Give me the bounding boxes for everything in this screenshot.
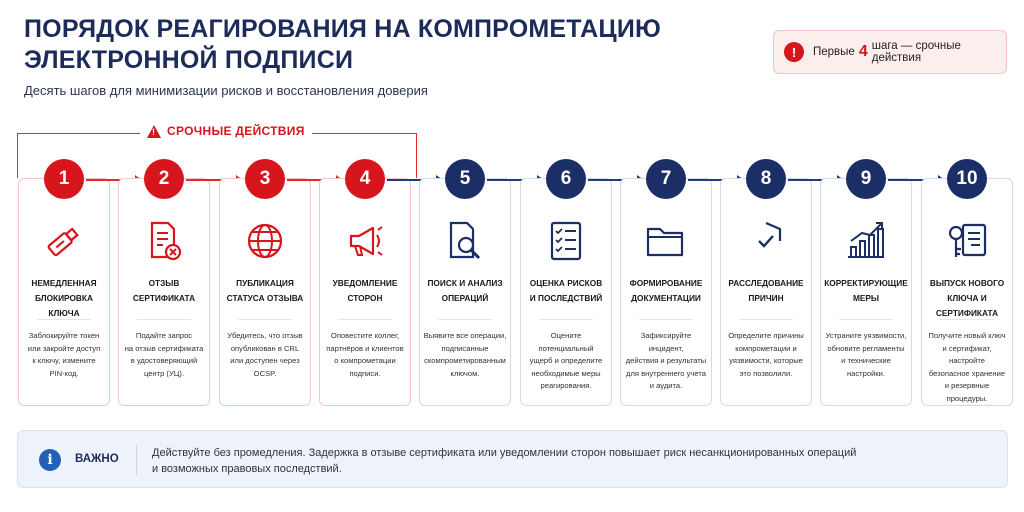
important-note xyxy=(17,430,1008,488)
step-desc-line-3: или доступен через xyxy=(230,356,300,365)
step-desc-line-4: центр (УЦ). xyxy=(143,368,185,378)
step-title xyxy=(222,276,308,306)
step-desc-line-4: и аудита. xyxy=(649,381,683,390)
step-divider xyxy=(37,319,91,320)
step-title xyxy=(322,276,408,306)
step-desc-line-2: партнёров и клиентов xyxy=(326,343,404,353)
step-divider xyxy=(739,319,793,320)
step-description xyxy=(323,330,407,380)
step-description xyxy=(925,330,1009,405)
step-desc-line-4: OCSP. xyxy=(253,368,277,378)
step-desc-line-4: это позволили. xyxy=(739,368,793,378)
step-card-7 xyxy=(620,178,712,406)
step-divider xyxy=(539,319,593,320)
note-text xyxy=(152,445,872,477)
step-desc-line-4: подписи. xyxy=(349,368,381,378)
step-desc-line-1: Оцените потенциальный xyxy=(538,331,594,353)
step-card-5 xyxy=(419,178,511,406)
step-title-line-1: НЕМЕДЛЕННАЯ xyxy=(31,278,97,288)
note-line-2: и возможных правовых последствий. xyxy=(152,463,342,475)
checklist-icon xyxy=(544,219,588,263)
step-title xyxy=(21,276,107,321)
step-desc-line-3: необходимые меры xyxy=(531,368,601,378)
step-desc-line-1: Подайте запрос xyxy=(135,331,193,340)
document-search-icon xyxy=(443,219,487,263)
step-title-line-2: СЕРТИФИКАТА xyxy=(132,293,196,303)
badge-prefix: Первые xyxy=(813,46,855,58)
key-certificate-icon xyxy=(945,219,989,263)
badge-number: 4 xyxy=(858,43,868,60)
step-desc-line-2: компрометации и xyxy=(735,343,797,353)
folder-icon xyxy=(644,219,688,263)
step-desc-line-3: и технические xyxy=(841,356,891,365)
step-title-line-2: ОПЕРАЦИЙ xyxy=(441,293,489,303)
step-description xyxy=(122,330,206,380)
step-title-line-1: ВЫПУСК НОВОГО xyxy=(929,278,1005,288)
step-desc-line-1: Заблокируйте токен xyxy=(28,331,100,340)
step-desc-line-2: подписанные xyxy=(441,343,489,353)
step-divider xyxy=(438,319,492,320)
step-desc-line-3: к ключу, измените xyxy=(32,356,96,365)
urgent-label-text: СРОЧНЫЕ ДЕЙСТВИЯ xyxy=(167,124,305,138)
step-desc-line-3: уязвимости, которые xyxy=(729,356,803,365)
step-title-line-1: КОРРЕКТИРУЮЩИЕ xyxy=(824,278,908,288)
step-description xyxy=(223,330,307,380)
step-card-3 xyxy=(219,178,311,406)
step-description xyxy=(524,330,608,393)
step-desc-line-1: Определите причины xyxy=(728,331,804,340)
step-description xyxy=(22,330,106,380)
step-desc-line-4: реагирования. xyxy=(540,381,592,390)
step-description xyxy=(624,330,708,393)
globe-icon xyxy=(243,219,287,263)
step-number-4: 4 xyxy=(345,159,385,199)
megaphone-icon xyxy=(343,219,387,263)
step-desc-line-1: Зафиксируйте инцидент, xyxy=(640,331,692,353)
step-title-line-2: СТАТУСА ОТЗЫВА xyxy=(226,293,304,303)
step-divider xyxy=(940,319,994,320)
step-desc-line-3: в удостоверяющий xyxy=(130,356,198,365)
step-title xyxy=(924,276,1010,321)
usb-key-icon xyxy=(42,219,86,263)
step-title-line-2: СТОРОН xyxy=(347,293,383,303)
step-divider xyxy=(137,319,191,320)
step-desc-line-3: для внутреннего учета xyxy=(626,368,706,378)
step-desc-line-1: Устраните уязвимости, xyxy=(825,331,907,340)
step-description xyxy=(423,330,507,380)
step-title xyxy=(422,276,508,306)
step-title-line-2: КЛЮЧА И СЕРТИФИКАТА xyxy=(935,293,999,318)
exclamation-icon: ! xyxy=(784,42,804,62)
title-line-2: ЭЛЕКТРОННОЙ ПОДПИСИ xyxy=(24,46,354,74)
step-desc-line-3: о компрометации xyxy=(334,356,396,365)
step-title-line-1: РАССЛЕДОВАНИЕ xyxy=(728,278,804,288)
step-desc-line-2: действия и результаты xyxy=(625,356,707,365)
step-card-4 xyxy=(319,178,411,406)
step-divider xyxy=(839,319,893,320)
step-title-line-1: ОЦЕНКА РИСКОВ xyxy=(529,278,603,288)
revoke-document-icon xyxy=(142,219,186,263)
page-subtitle: Десять шагов для минимизации рисков и восстановления доверия xyxy=(24,83,428,98)
step-number-6: 6 xyxy=(546,159,586,199)
note-line-1: Действуйте без промедления. Задержка в отзыве сертификата или уведомлении сторон повышает риск несанкционированных операций xyxy=(152,447,857,459)
step-desc-line-2: ущерб и определите xyxy=(529,356,603,365)
step-desc-line-4: настройки. xyxy=(846,368,886,378)
urgent-steps-badge xyxy=(773,30,1007,74)
step-desc-line-1: Оповестите коллег, xyxy=(330,331,400,340)
growth-chart-icon xyxy=(844,219,888,263)
step-card-10 xyxy=(921,178,1013,406)
step-desc-line-2: и сертификат, настройте xyxy=(942,343,992,365)
step-desc-line-1: Получите новый ключ xyxy=(928,331,1006,340)
step-number-7: 7 xyxy=(646,159,686,199)
step-description xyxy=(824,330,908,380)
step-title xyxy=(723,276,809,306)
step-title-line-2: ПРИЧИН xyxy=(748,293,784,303)
step-desc-line-2: на отзыв сертификата xyxy=(124,343,204,353)
step-number-1: 1 xyxy=(44,159,84,199)
step-card-2 xyxy=(118,178,210,406)
step-desc-line-1: Выявите все операции, xyxy=(423,331,507,340)
step-divider xyxy=(238,319,292,320)
step-title-line-1: ФОРМИРОВАНИЕ xyxy=(629,278,703,288)
step-description xyxy=(724,330,808,380)
step-title-line-2: ДОКУМЕНТАЦИИ xyxy=(631,293,701,303)
step-number-3: 3 xyxy=(245,159,285,199)
step-card-9 xyxy=(820,178,912,406)
step-desc-line-3: скомпрометированным xyxy=(424,356,506,365)
step-desc-line-4: и резервные процедуры. xyxy=(944,381,990,403)
badge-suffix: шага — срочные действия xyxy=(871,40,961,64)
step-desc-line-2: или закройте доступ xyxy=(27,343,101,353)
step-title-line-1: УВЕДОМЛЕНИЕ xyxy=(332,278,398,288)
step-title-line-1: ПОИСК И АНАЛИЗ xyxy=(427,278,503,288)
step-number-5: 5 xyxy=(445,159,485,199)
step-title-line-2: МЕРЫ xyxy=(852,293,880,303)
page-title xyxy=(24,14,661,76)
note-label: ВАЖНО xyxy=(75,453,119,465)
step-title-line-2: БЛОКИРОВКА КЛЮЧА xyxy=(35,293,93,318)
step-divider xyxy=(639,319,693,320)
step-number-10: 10 xyxy=(947,159,987,199)
step-title-line-1: ПУБЛИКАЦИЯ xyxy=(236,278,294,288)
step-desc-line-4: PIN-код. xyxy=(49,368,79,378)
urgent-label xyxy=(140,124,312,138)
step-desc-line-1: Убедитесь, что отзыв xyxy=(227,331,303,340)
step-number-2: 2 xyxy=(144,159,184,199)
step-title xyxy=(523,276,609,306)
step-card-1 xyxy=(18,178,110,406)
step-desc-line-3: безопасное хранение xyxy=(928,368,1006,378)
step-title xyxy=(121,276,207,306)
step-card-6 xyxy=(520,178,612,406)
note-divider xyxy=(136,445,137,475)
step-number-9: 9 xyxy=(846,159,886,199)
step-desc-line-4: ключом. xyxy=(450,368,480,378)
title-line-1: ПОРЯДОК РЕАГИРОВАНИЯ НА КОМПРОМЕТАЦИЮ xyxy=(24,15,662,43)
warning-triangle-icon xyxy=(147,125,161,138)
step-title xyxy=(623,276,709,306)
step-divider xyxy=(338,319,392,320)
step-card-8 xyxy=(720,178,812,406)
shield-check-icon xyxy=(744,219,788,263)
step-title xyxy=(823,276,909,306)
step-title-line-2: И ПОСЛЕДСТВИЙ xyxy=(529,293,603,303)
step-desc-line-2: обновите регламенты xyxy=(827,343,905,353)
step-title-line-1: ОТЗЫВ xyxy=(148,278,180,288)
step-number-8: 8 xyxy=(746,159,786,199)
step-desc-line-2: опубликован в CRL xyxy=(230,343,300,353)
info-icon: i xyxy=(39,449,61,471)
